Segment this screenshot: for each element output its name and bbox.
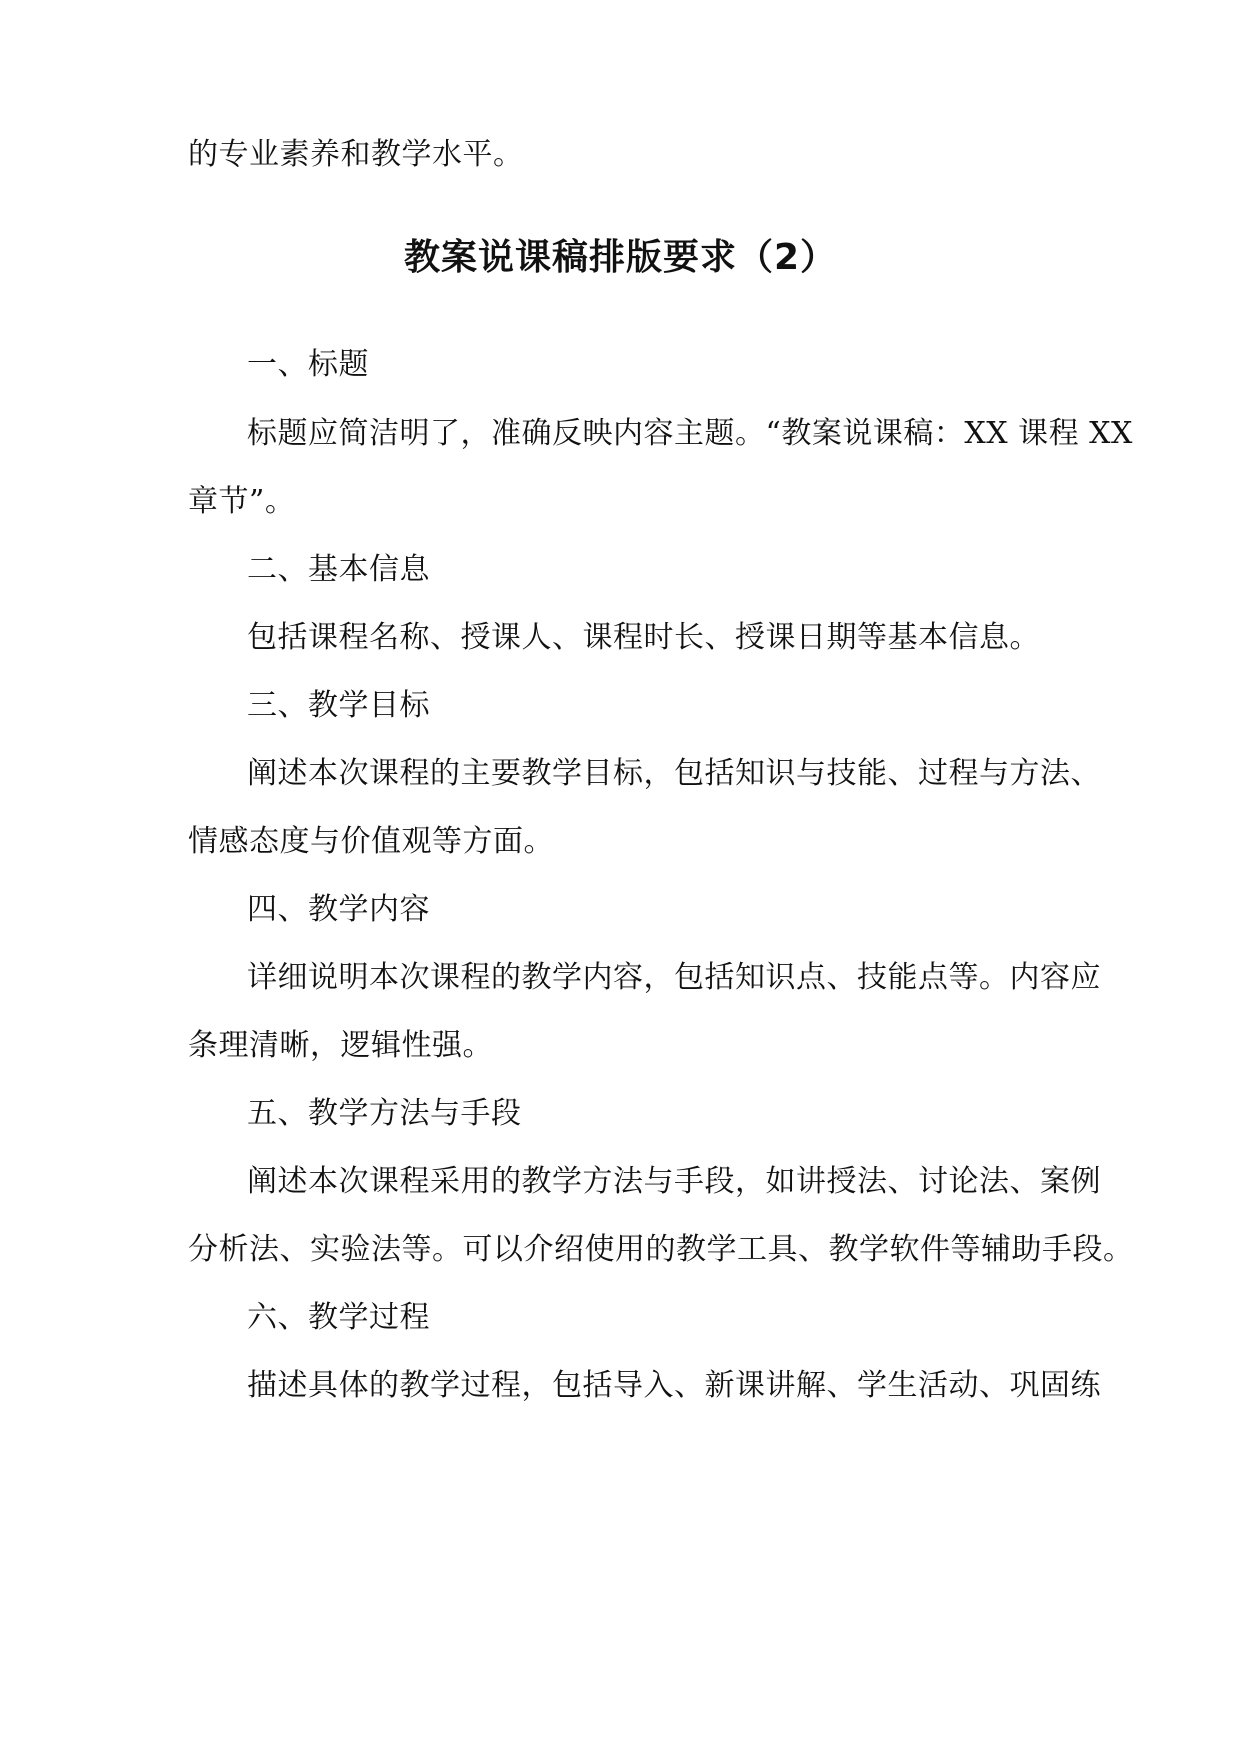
paragraph-line: 标题应简洁明了，准确反映内容主题。“教案说课稿：XX 课程 XX [247,416,1133,451]
paragraph-line: 章节”。 [188,484,296,519]
paragraph-line: 详细说明本次课程的教学内容，包括知识点、技能点等。内容应 [247,960,1101,995]
paragraph-line: 分析法、实验法等。可以介绍使用的教学工具、教学软件等辅助手段。 [188,1232,1134,1267]
paragraph-line: 情感态度与价值观等方面。 [188,824,554,859]
paragraph-line: 阐述本次课程采用的教学方法与手段，如讲授法、讨论法、案例 [247,1164,1101,1199]
paragraph-line: 包括课程名称、授课人、课程时长、授课日期等基本信息。 [247,620,1040,655]
heading-2: 二、基本信息 [247,552,430,587]
heading-5: 五、教学方法与手段 [247,1096,522,1131]
heading-3: 三、教学目标 [247,688,430,723]
heading-6: 六、教学过程 [247,1300,430,1335]
continuation-text: 的专业素养和教学水平。 [188,137,524,172]
paragraph-line: 描述具体的教学过程，包括导入、新课讲解、学生活动、巩固练 [247,1368,1101,1403]
section-title: 教案说课稿排版要求（2） [403,237,838,278]
paragraph-line: 阐述本次课程的主要教学目标，包括知识与技能、过程与方法、 [247,756,1101,791]
heading-4: 四、教学内容 [247,892,430,927]
heading-1: 一、标题 [247,347,369,382]
paragraph-line: 条理清晰，逻辑性强。 [188,1028,493,1063]
